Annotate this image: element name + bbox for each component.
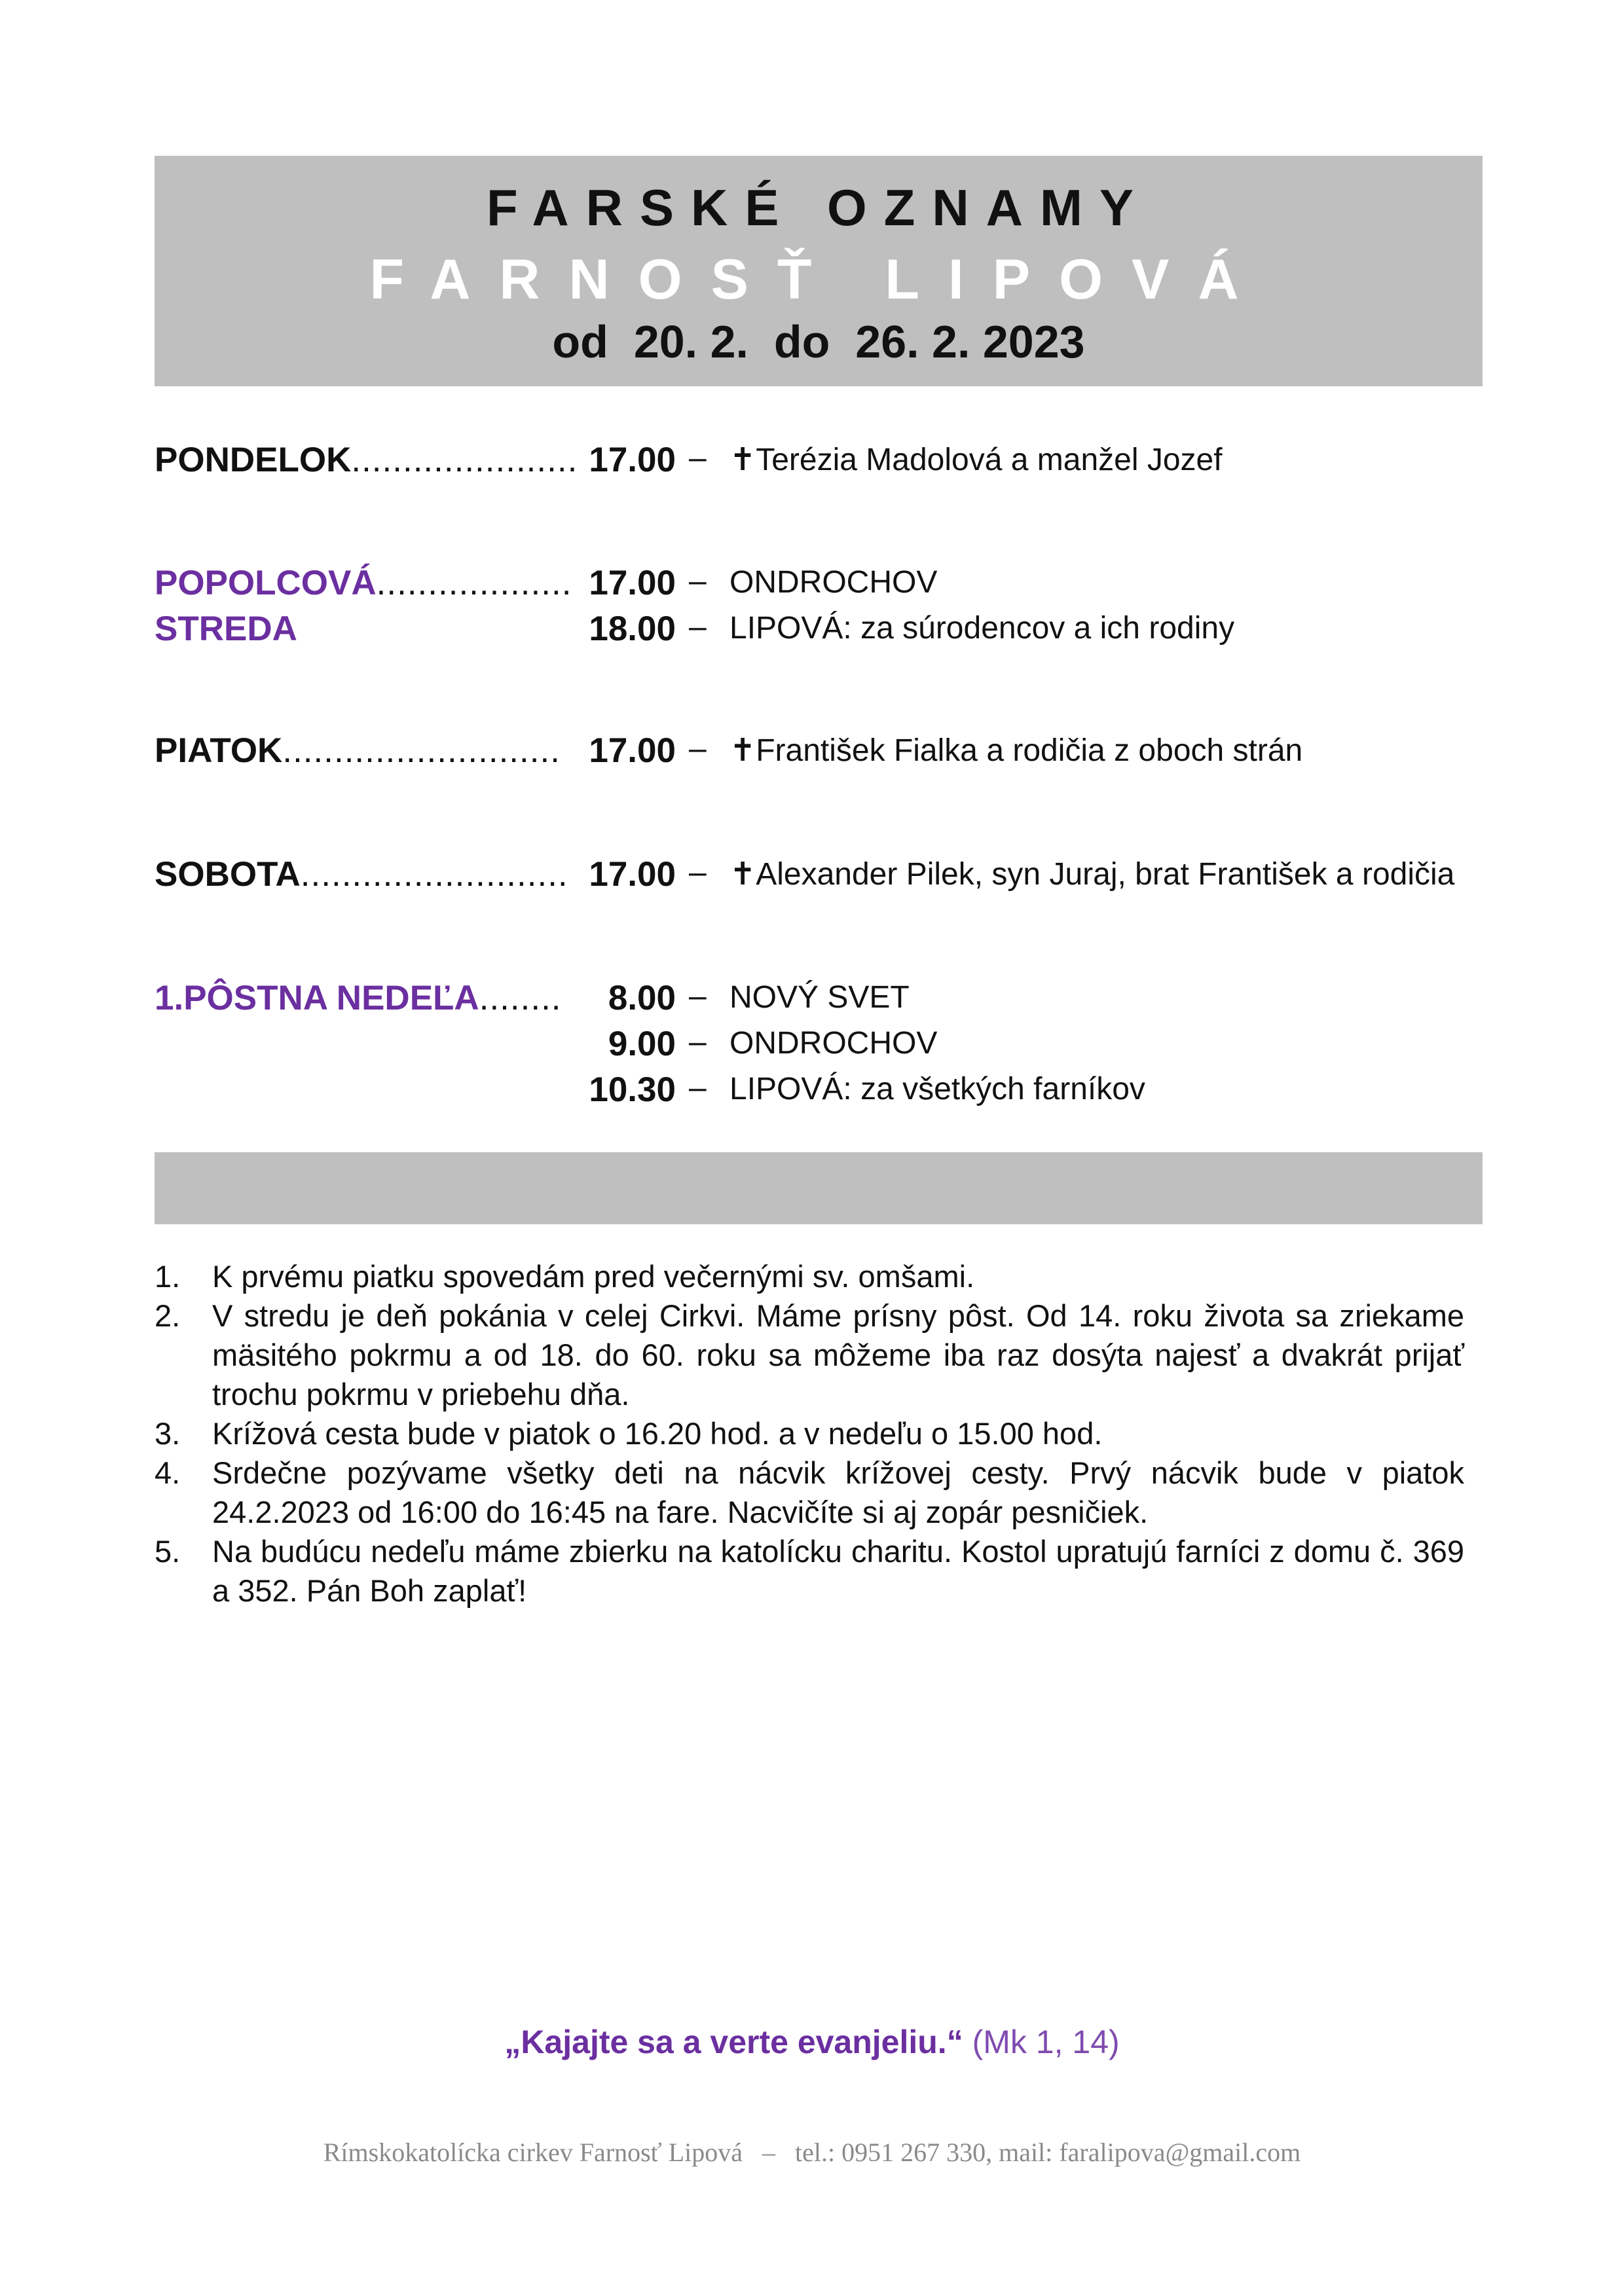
schedule-row-sunday-1 [0,978,1624,1025]
list-item [155,1453,1464,1532]
list-text: K prvému piatku spovedám pred večernými sv. omšami. [212,1259,975,1294]
list-text: V stredu je deň pokánia v celej Cirkvi. Máme prísny pôst. Od 14. roku života sa zriekame mäsitého pokrmu a od 18. do 60. roku sa môžeme iba raz dosýta najesť a dvakrát prijať trochu pokrmu v priebehu dňa. [212,1298,1464,1412]
mass-intention: ONDROCHOV [729,565,938,600]
day-label: STREDA [155,610,297,648]
schedule-row-friday [0,731,1624,778]
dash: – [689,441,707,475]
mass-intention: ✝František Fialka a rodičia z oboch strán [729,733,1303,768]
day-label: 1.PÔSTNA NEDEĽA........ [155,979,562,1017]
day-label: POPOLCOVÁ................... [155,564,572,602]
dash: – [689,610,707,644]
dash: – [689,855,707,890]
day-label: SOBOTA.......................... [155,855,568,894]
mass-time: 17.00 [589,564,676,602]
list-number: 3. [155,1416,181,1451]
quote-reference: (Mk 1, 14) [972,2024,1120,2060]
mass-time: 9.00 [608,1025,676,1063]
list-text: Srdečne pozývame všetky deti na nácvik krížovej cesty. Prvý nácvik bude v piatok 24.2.2023 od 16:00 do 16:45 na fare. Nacvičíte si aj zopár pesničiek. [212,1455,1464,1529]
page-title: FARSKÉ OZNAMY [486,179,1151,236]
list-number: 2. [155,1298,181,1333]
section-divider [155,1152,1483,1224]
schedule-row-sunday-3 [0,1070,1624,1117]
list-number: 5. [155,1534,181,1569]
list-number: 1. [155,1259,181,1294]
footer-contact: Rímskokatolícka cirkev Farnosť Lipová – tel.: 0951 267 330, mail: faralipova@gmail.com [323,2138,1301,2167]
mass-time: 17.00 [589,441,676,479]
list-number: 4. [155,1455,181,1490]
list-item [155,1296,1464,1414]
mass-time: 17.00 [589,731,676,770]
mass-time: 8.00 [608,979,676,1017]
mass-time: 18.00 [589,610,676,648]
list-item [155,1532,1464,1611]
list-item [155,1414,1464,1453]
list-item [155,1257,1464,1296]
quote-text: „Kajajte sa a verte evanjeliu.“ [504,2024,963,2060]
day-label: PONDELOK...................... [155,441,578,479]
schedule-row-sunday-2 [0,1024,1624,1071]
list-text: Krížová cesta bude v piatok o 16.20 hod. a v nedeľu o 15.00 hod. [212,1416,1103,1451]
mass-intention: NOVÝ SVET [729,980,910,1015]
schedule-row-saturday [0,854,1624,902]
mass-intention: ✝Terézia Madolová a manžel Jozef [729,443,1223,477]
dash: – [689,1070,707,1105]
dash: – [689,731,707,766]
dash: – [689,979,707,1013]
header-banner [155,156,1483,386]
date-range: od 20. 2. do 26. 2. 2023 [552,316,1085,367]
mass-intention: LIPOVÁ: za súrodencov a ich rodiny [729,611,1235,646]
mass-intention: ONDROCHOV [729,1026,938,1061]
bible-quote [0,2023,1624,2061]
announcements-list [155,1257,1464,1611]
list-text: Na budúcu nedeľu máme zbierku na katolícku charitu. Kostol upratujú farníci z domu č. 369 a 352. Pán Boh zaplať! [212,1534,1464,1608]
parish-name: FARNOSŤ LIPOVÁ [369,248,1268,311]
mass-time: 10.30 [589,1070,676,1109]
dash: – [689,1025,707,1059]
dash: – [689,564,707,598]
schedule-row-ash-wednesday-2 [0,609,1624,656]
mass-intention: ✝Alexander Pilek, syn Juraj, brat František a rodičia [729,857,1455,892]
mass-time: 17.00 [589,855,676,894]
mass-intention: LIPOVÁ: za všetkých farníkov [729,1072,1145,1106]
schedule-row-ash-wednesday-1 [0,563,1624,610]
day-label: PIATOK........................... [155,731,561,770]
schedule-row-monday [0,440,1624,487]
